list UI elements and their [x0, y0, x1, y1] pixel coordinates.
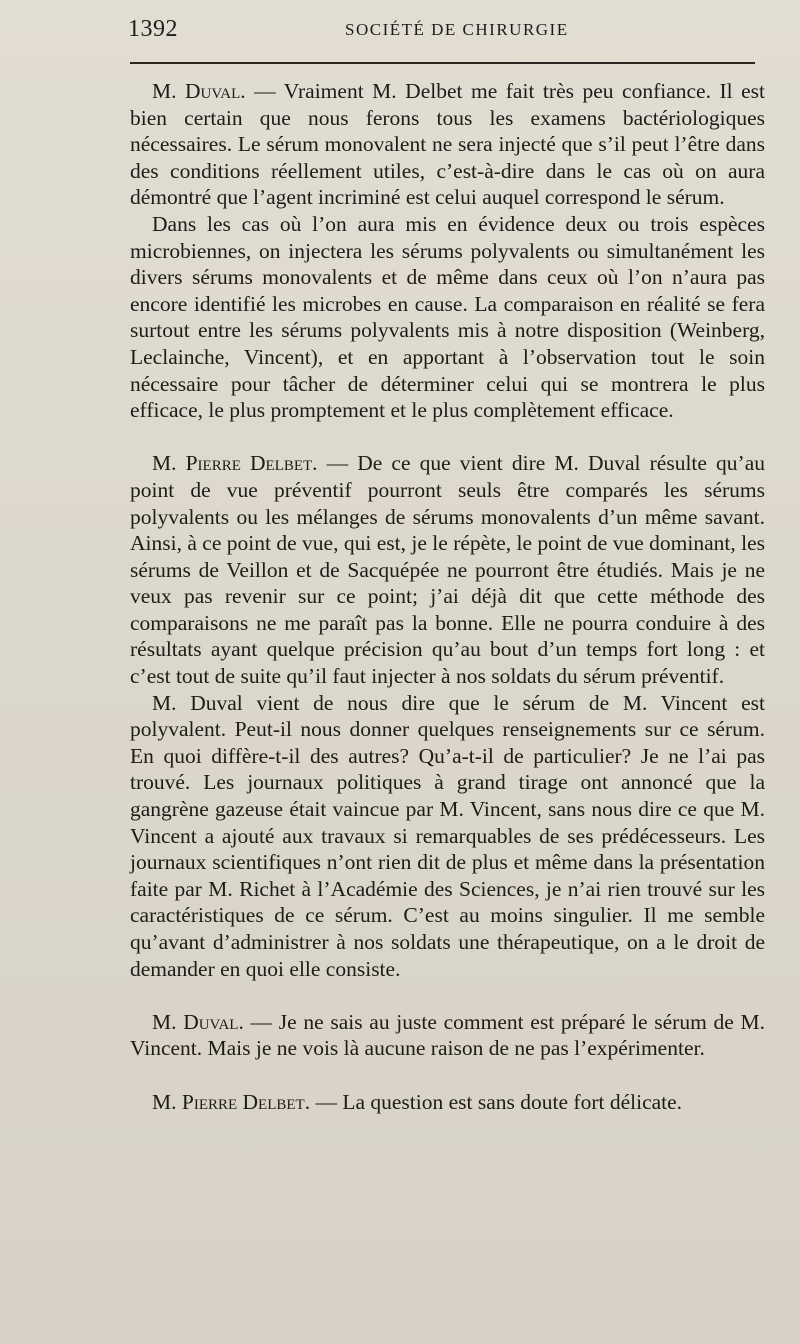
header-rule — [130, 62, 755, 64]
paragraph-text: — Je ne sais au juste comment est préparé le sérum de M. Vincent. Mais je ne vois là aucune raison de ne pas l’expérimenter. — [130, 1009, 765, 1061]
page-header — [0, 16, 800, 46]
speaker-name: M. Pierre Delbet. — [152, 451, 318, 476]
paragraph-text: M. Duval vient de nous dire que le sérum de M. Vincent est polyvalent. Peut-il nous donner quelques renseignements sur ce sérum. En quoi diffère-t-il des autres? Qu’a-t-il de particulier? Je ne l’ai pas trouvé. Les journaux politiques à grand tirage ont annoncé que la gangrène gazeuse était vaincue par M. Vincent, sans nous dire ce que M. Vincent a ajouté aux travaux si remarquables de ses prédécesseurs. Les journaux scientifiques n’ont rien dit de plus et même dans la présentation faite par M. Richet à l’Académie des Sciences, je n’ai rien trouvé sur les caractéristiques de ce sérum. C’est au moins singulier. Il me semble qu’avant d’administrer à nos soldats une thérapeutique, on a le droit de demander en quoi elle consiste. — [130, 690, 765, 981]
paragraph-delbet-2 — [130, 690, 765, 983]
page-number: 1392 — [128, 16, 178, 42]
paragraph-duval-3 — [130, 1009, 765, 1062]
body-text — [130, 78, 765, 1115]
paragraph-delbet-3 — [130, 1089, 765, 1116]
paragraph-text: — La question est sans doute fort délicate. — [310, 1089, 683, 1114]
speaker-name: M. Duval. — [152, 1009, 244, 1034]
paragraph-text: — De ce que vient dire M. Duval résulte qu’au point de vue préventif pourront seuls être comparés les sérums polyvalents ou les mélanges de sérums monovalents d’un même savant. Ainsi, à ce point de vue, qui est, je le répète, le point de vue dominant, les sérums de Veillon et de Sacquépée ne pourront être étudiés. Mais je ne veux pas revenir sur ce point; j’ai déjà dit que cette méthode des comparaisons ne me paraît pas la bonne. Elle ne pourra conduire à des résultats ayant quelque précision qu’au bout d’un temps fort long : et c’est tout de suite qu’il faut injecter à nos soldats du sérum préventif. — [130, 451, 765, 689]
paragraph-duval-1 — [130, 78, 765, 211]
paragraph-text: Dans les cas où l’on aura mis en évidence deux ou trois espèces microbiennes, on injectera les sérums polyvalents ou simultanément les divers sérums monovalents et de même dans ceux où l’on n’aura pas encore identifié les microbes en cause. La comparaison en réalité se fera surtout entre les sérums polyvalents mis à notre disposition (Weinberg, Leclainche, Vincent), et en apportant à l’observation tout le soin nécessaire pour tâcher de déterminer celui qui se montrera le plus efficace, le plus promptement et le plus complètement efficace. — [130, 211, 765, 423]
paragraph-duval-2 — [130, 211, 765, 424]
paragraph-text: — Vraiment M. Delbet me fait très peu confiance. Il est bien certain que nous ferons tous les examens bactériologiques nécessaires. Le sérum monovalent ne sera injecté que s’il peut l’être dans des conditions réellement utiles, c’est-à-dire dans le cas où on aura démontré que l’agent incriminé est celui auquel correspond le sérum. — [130, 79, 765, 210]
speaker-name: M. Duval. — [152, 79, 246, 103]
running-title: SOCIÉTÉ DE CHIRURGIE — [345, 20, 569, 39]
speaker-name: M. Pierre Delbet. — [152, 1089, 311, 1114]
paragraph-delbet-1 — [130, 450, 765, 689]
